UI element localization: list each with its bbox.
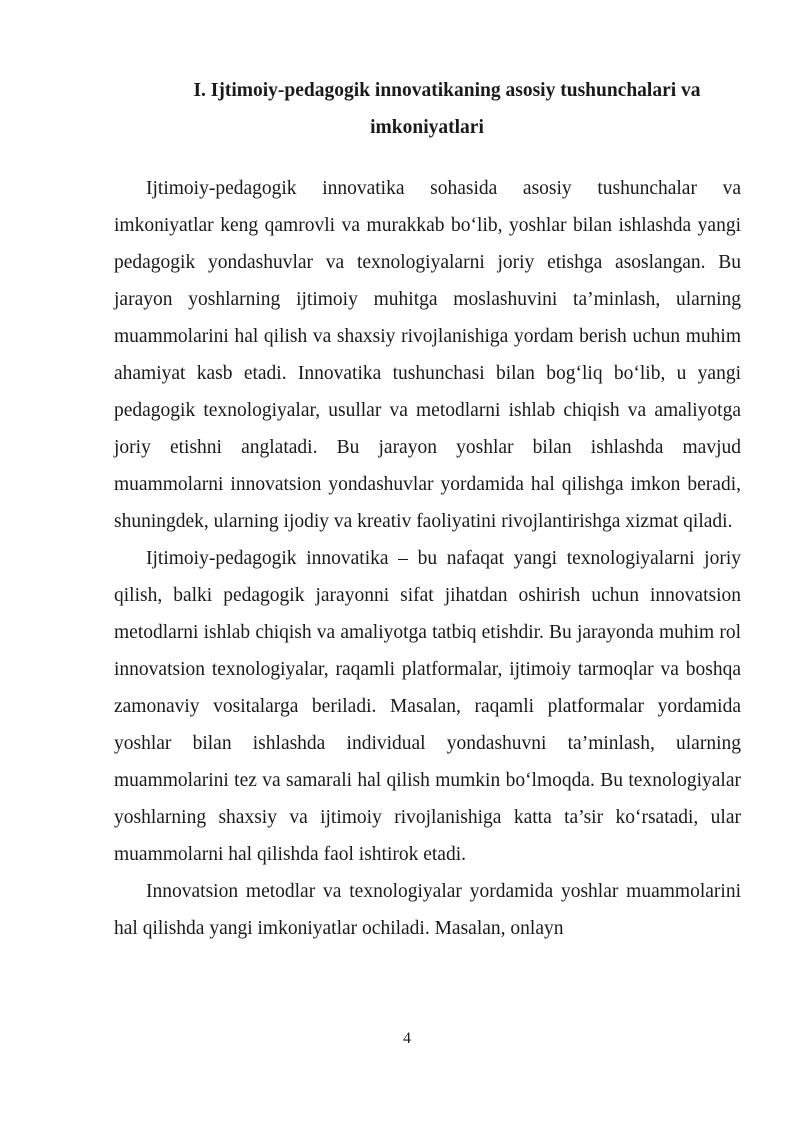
section-heading-line-1: I. Ijtimoiy-pedagogik innovatikaning asosiy tushunchalari va <box>193 80 701 101</box>
page-number: 4 <box>403 1030 411 1047</box>
body-text <box>114 170 741 947</box>
section-heading-line-2: imkoniyatlari <box>370 117 484 138</box>
section-heading <box>112 72 742 146</box>
paragraph-3: Innovatsion metodlar va texnologiyalar yordamida yoshlar muammolarini hal qilishda yangi imkoniyatlar ochiladi. Masalan, onlayn <box>114 881 741 939</box>
paragraph-1: Ijtimoiy-pedagogik innovatika sohasida asosiy tushunchalar va imkoniyatlar keng qamrovli va murakkab bo‘lib, yoshlar bilan ishlashda yangi pedagogik yondashuvlar va texnologiyalarni joriy etishga asoslangan. Bu jarayon yoshlarning ijtimoiy muhitga moslashuvini ta’minlash, ularning muammolarini hal qilish va shaxsiy rivojlanishiga yordam berish uchun muhim ahamiyat kasb etadi. Innovatika tushunchasi bilan bog‘liq bo‘lib, u yangi pedagogik texnologiyalar, usullar va metodlarni ishlab chiqish va amaliyotga joriy etishni anglatadi. Bu jarayon yoshlar bilan ishlashda mavjud muammolarni innovatsion yondashuvlar yordamida hal qilishga imkon beradi, shuningdek, ularning ijodiy va kreativ faoliyatini rivojlantirishga xizmat qiladi. <box>114 178 741 532</box>
paragraph-2: Ijtimoiy-pedagogik innovatika – bu nafaqat yangi texnologiyalarni joriy qilish, balki pedagogik jarayonni sifat jihatdan oshirish uchun innovatsion metodlarni ishlab chiqish va amaliyotga tatbiq etishdir. Bu jarayonda muhim rol innovatsion texnologiyalar, raqamli platformalar, ijtimoiy tarmoqlar va boshqa zamonaviy vositalarga beriladi. Masalan, raqamli platformalar yordamida yoshlar bilan ishlashda individual yondashuvni ta’minlash, ularning muammolarini tez va samarali hal qilish mumkin bo‘lmoqda. Bu texnologiyalar yoshlarning shaxsiy va ijtimoiy rivojlanishiga katta ta’sir ko‘rsatadi, ular muammolarni hal qilishda faol ishtirok etadi. <box>114 548 741 865</box>
